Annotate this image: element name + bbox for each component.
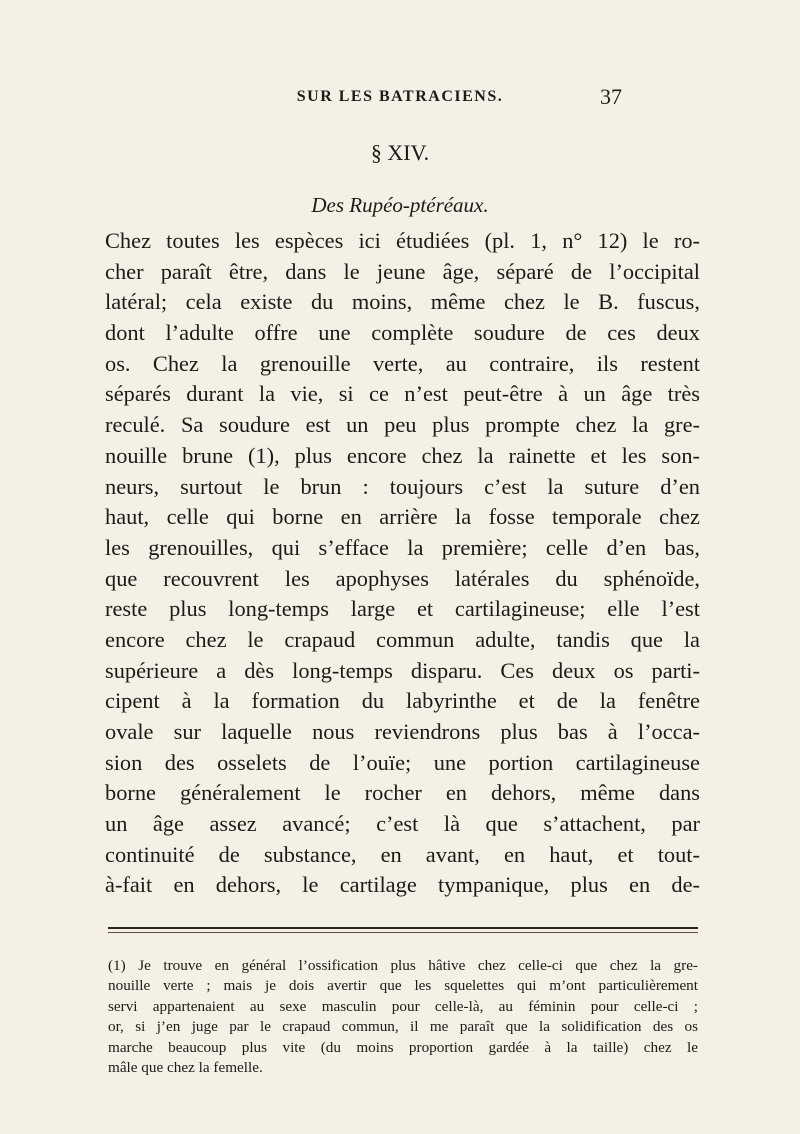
body-line: cher paraît être, dans le jeune âge, séparé de l’occipital [105,258,700,284]
section-heading: § XIV. [370,140,430,165]
running-title: SUR LES BATRACIENS. [296,88,504,105]
body-line: cipent à la formation du labyrinthe et de la fenêtre [105,688,700,714]
footnote [108,956,698,1078]
footnote-line: marche beaucoup plus vite (du moins proportion gardée à la taille) chez le [108,1038,698,1056]
body-line: ovale sur laquelle nous reviendrons plus bas à l’occa- [105,719,700,744]
page-number: 37 [600,84,622,109]
body-line: un âge assez avancé; c’est là que s’attachent, par [105,811,700,837]
body-line: séparés durant la vie, si ce n’est peut-être à un âge très [105,381,700,407]
body-line: haut, celle qui borne en arrière la fosse temporale chez [105,504,700,530]
body-line: borne généralement le rocher en dehors, même dans [105,780,700,806]
body-line: que recouvrent les apophyses latérales du sphénoïde, [105,565,700,591]
body-line: encore chez le crapaud commun adulte, tandis que la [105,626,700,652]
body-line: à-fait en dehors, le cartilage tympanique, plus en de- [105,872,700,898]
body-text [105,226,700,901]
footnote-line: nouille verte ; mais je dois avertir que les squelettes qui m’ont particulièrement [108,977,698,995]
body-line: neurs, surtout le brun : toujours c’est la suture d’en [105,473,700,499]
body-line: latéral; cela existe du moins, même chez le B. fuscus, [105,289,700,315]
body-line: Chez toutes les espèces ici étudiées (pl. 1, n° 12) le ro- [105,228,700,253]
body-line: les grenouilles, qui s’efface la première; celle d’en bas, [105,534,700,560]
body-line: reste plus long-temps large et cartilagineuse; elle l’est [105,596,700,622]
body-line: os. Chez la grenouille verte, au contraire, ils restent [105,350,700,376]
running-head [0,84,800,114]
footnote-divider-thin [108,932,698,933]
body-line: sion des osselets de l’ouïe; une portion cartilagineuse [105,749,700,775]
footnote-line: servi appartenaient au sexe masculin pour celle-là, au féminin pour celle-ci ; [108,997,698,1015]
body-line: nouille brune (1), plus encore chez la rainette et les son- [105,442,700,468]
footnote-divider [108,927,698,929]
footnote-line: (1) Je trouve en général l’ossification plus hâtive chez celle-ci que chez la gre- [108,957,698,974]
section-subheading: Des Rupéo-ptéréaux. [311,193,489,217]
footnote-line: or, si j’en juge par le crapaud commun, il me paraît que la solidification des os [108,1018,698,1036]
body-line: reculé. Sa soudure est un peu plus prompte chez la gre- [105,412,700,438]
footnote-line: mâle que chez la femelle. [108,1058,263,1076]
body-line: dont l’adulte offre une complète soudure de ces deux [105,320,700,346]
body-line: continuité de substance, en avant, en haut, et tout- [105,841,700,867]
body-line: supérieure a dès long-temps disparu. Ces deux os parti- [105,657,700,683]
